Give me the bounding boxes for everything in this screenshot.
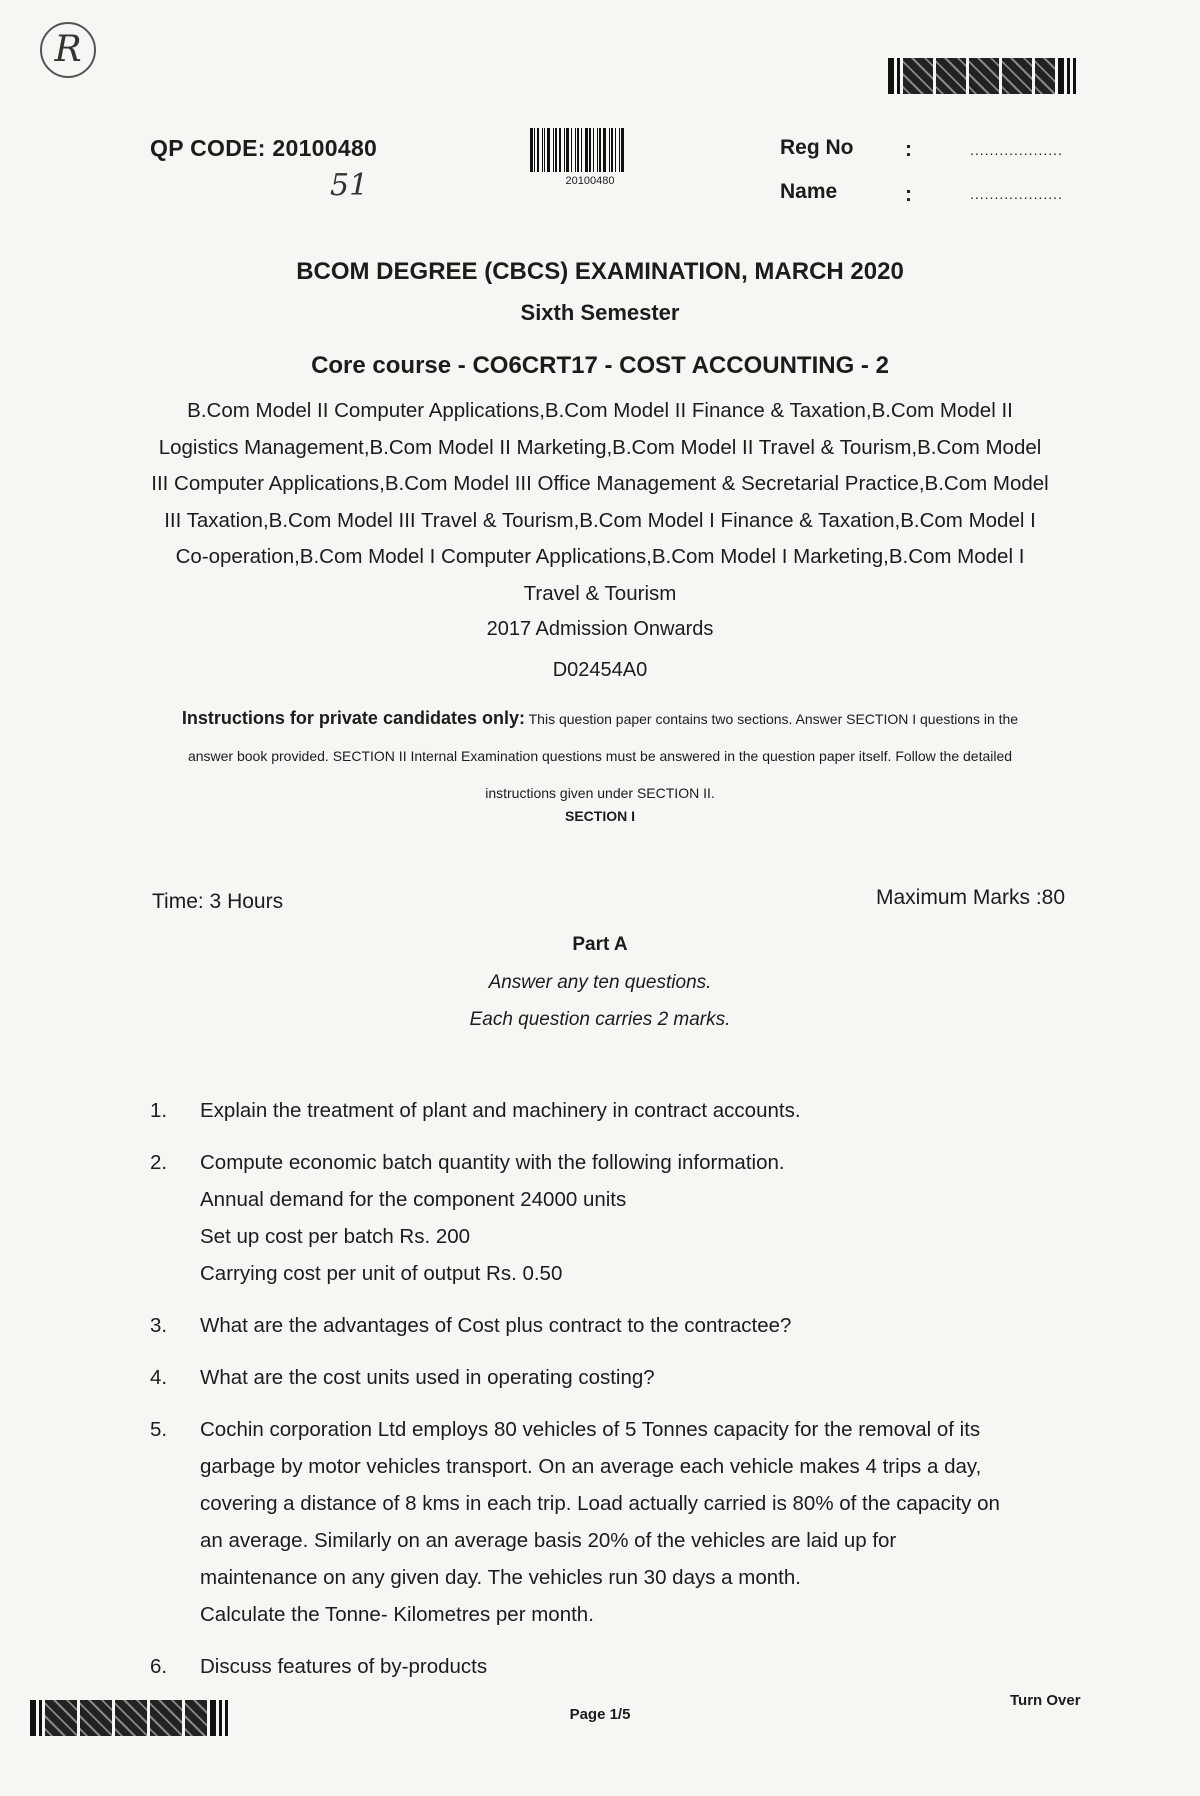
barcode-bar — [621, 128, 624, 172]
barcode-bar — [577, 128, 579, 172]
handwritten-r-mark: R — [40, 22, 96, 78]
question-item — [150, 1144, 1080, 1292]
barcode-bar — [537, 128, 539, 172]
barcode-bar — [559, 128, 561, 172]
question-line: Cochin corporation Ltd employs 80 vehicles of 5 Tonnes capacity for the removal of its — [200, 1418, 981, 1441]
question-list — [150, 1092, 1080, 1700]
barcode-bar — [619, 128, 620, 172]
programme-list — [95, 393, 1105, 612]
question-item — [150, 1092, 1080, 1129]
question-line: Explain the treatment of plant and machinery in contract accounts. — [200, 1099, 801, 1122]
qp-code: QP CODE: 20100480 — [150, 135, 378, 161]
instructions-line-1: This question paper contains two sections. Answer SECTION I questions in the — [528, 711, 1019, 727]
question-number: 3. — [150, 1314, 168, 1337]
part-a-marks-note: Each question carries 2 marks. — [469, 1009, 731, 1030]
question-item — [150, 1359, 1080, 1396]
question-text — [200, 1359, 655, 1396]
reg-no-field: ................... — [970, 142, 1063, 158]
question-line: Discuss features of by-products — [200, 1655, 488, 1678]
section-heading: SECTION I — [564, 808, 635, 824]
question-number: 6. — [150, 1655, 168, 1678]
part-a-heading: Part A — [572, 934, 628, 955]
barcode-bar — [581, 128, 582, 172]
barcode-bar — [547, 128, 550, 172]
question-line: Annual demand for the component 24000 units — [200, 1188, 627, 1211]
barcode-bar — [603, 128, 606, 172]
question-number: 4. — [150, 1366, 168, 1389]
exam-duration: Time: 3 Hours — [152, 890, 284, 913]
page-number: Page 1/5 — [569, 1706, 631, 1723]
part-a-instruction: Answer any ten questions. — [488, 972, 712, 993]
barcode — [530, 128, 650, 172]
question-number: 2. — [150, 1151, 168, 1174]
barcode-bar — [553, 128, 554, 172]
question-line: Carrying cost per unit of output Rs. 0.50 — [200, 1262, 563, 1285]
barcode-bar — [555, 128, 557, 172]
programme-line: B.Com Model II Computer Applications,B.Com Model II Finance & Taxation,B.Com Model II — [187, 399, 1013, 422]
barcode-bar — [530, 128, 533, 172]
question-text — [200, 1092, 801, 1129]
course-title: Core course - CO6CRT17 - COST ACCOUNTING - 2 — [311, 352, 889, 379]
name-colon: : — [905, 183, 912, 206]
question-line: an average. Similarly on an average basis 20% of the vehicles are laid up for — [200, 1529, 897, 1552]
barcode-bar — [544, 128, 545, 172]
question-number: 1. — [150, 1099, 168, 1122]
question-line: Calculate the Tonne- Kilometres per month. — [200, 1603, 594, 1626]
question-text — [200, 1144, 785, 1292]
qr-code-strip-top — [888, 58, 1088, 94]
instructions-line-3: instructions given under SECTION II. — [485, 785, 715, 801]
question-text — [200, 1411, 1000, 1633]
reg-no-label: Reg No — [780, 136, 854, 159]
question-number: 5. — [150, 1418, 168, 1441]
programme-line: III Taxation,B.Com Model III Travel & Tourism,B.Com Model I Finance & Taxation,B.Com Model I — [164, 508, 1036, 532]
turn-over-note: Turn Over — [1010, 1692, 1081, 1709]
barcode-bar — [609, 128, 610, 172]
question-line: What are the advantages of Cost plus contract to the contractee? — [200, 1314, 792, 1337]
instructions-line-2: answer book provided. SECTION II Internal Examination questions must be answered in the question paper itself. Follow the detailed — [187, 748, 1013, 764]
question-line: covering a distance of 8 kms in each trip. Load actually carried is 80% of the capacity on — [200, 1492, 1000, 1515]
barcode-bar — [566, 128, 569, 172]
barcode-bar — [575, 128, 576, 172]
question-text — [200, 1648, 487, 1685]
question-line: Compute economic batch quantity with the following information. — [200, 1151, 785, 1174]
programme-line: Logistics Management,B.Com Model II Marketing,B.Com Model II Travel & Tourism,B.Com Model — [158, 435, 1042, 459]
barcode-bar — [615, 128, 616, 172]
barcode-number: 20100480 — [565, 175, 615, 187]
barcode-bar — [585, 128, 588, 172]
admission-note: 2017 Admission Onwards — [486, 618, 714, 640]
name-field: ................... — [970, 186, 1063, 202]
programme-line: Travel & Tourism — [523, 581, 677, 605]
question-line: Set up cost per batch Rs. 200 — [200, 1225, 471, 1248]
handwritten-number-mark: 51 — [330, 168, 369, 203]
barcode-bar — [571, 128, 572, 172]
question-item — [150, 1307, 1080, 1344]
barcode-bar — [599, 128, 601, 172]
private-candidate-instructions — [95, 700, 1105, 812]
barcode-bar — [534, 128, 535, 172]
name-label: Name — [780, 180, 838, 203]
reg-no-colon: : — [905, 138, 912, 161]
question-line: maintenance on any given day. The vehicles run 30 days a month. — [200, 1566, 801, 1589]
barcode-bar — [597, 128, 598, 172]
semester: Sixth Semester — [520, 300, 680, 325]
barcode-bar — [542, 128, 543, 172]
question-item — [150, 1648, 1080, 1685]
programme-line: Co-operation,B.Com Model I Computer Applications,B.Com Model I Marketing,B.Com Model I — [175, 545, 1025, 568]
barcode-bar — [593, 128, 594, 172]
barcode-bar — [611, 128, 613, 172]
maximum-marks: Maximum Marks :80 — [876, 886, 1066, 909]
paper-code: D02454A0 — [552, 659, 648, 681]
barcode-bar — [589, 128, 591, 172]
question-line: garbage by motor vehicles transport. On an average each vehicle makes 4 trips a day, — [200, 1455, 982, 1478]
question-line: What are the cost units used in operating costing? — [200, 1366, 655, 1389]
instructions-lead: Instructions for private candidates only: — [181, 708, 525, 728]
programme-line: III Computer Applications,B.Com Model III Office Management & Secretarial Practice,B.Com Model — [151, 472, 1049, 495]
exam-title: BCOM DEGREE (CBCS) EXAMINATION, MARCH 2020 — [296, 258, 904, 285]
question-text — [200, 1307, 791, 1344]
barcode-bar — [564, 128, 565, 172]
question-item — [150, 1411, 1080, 1633]
